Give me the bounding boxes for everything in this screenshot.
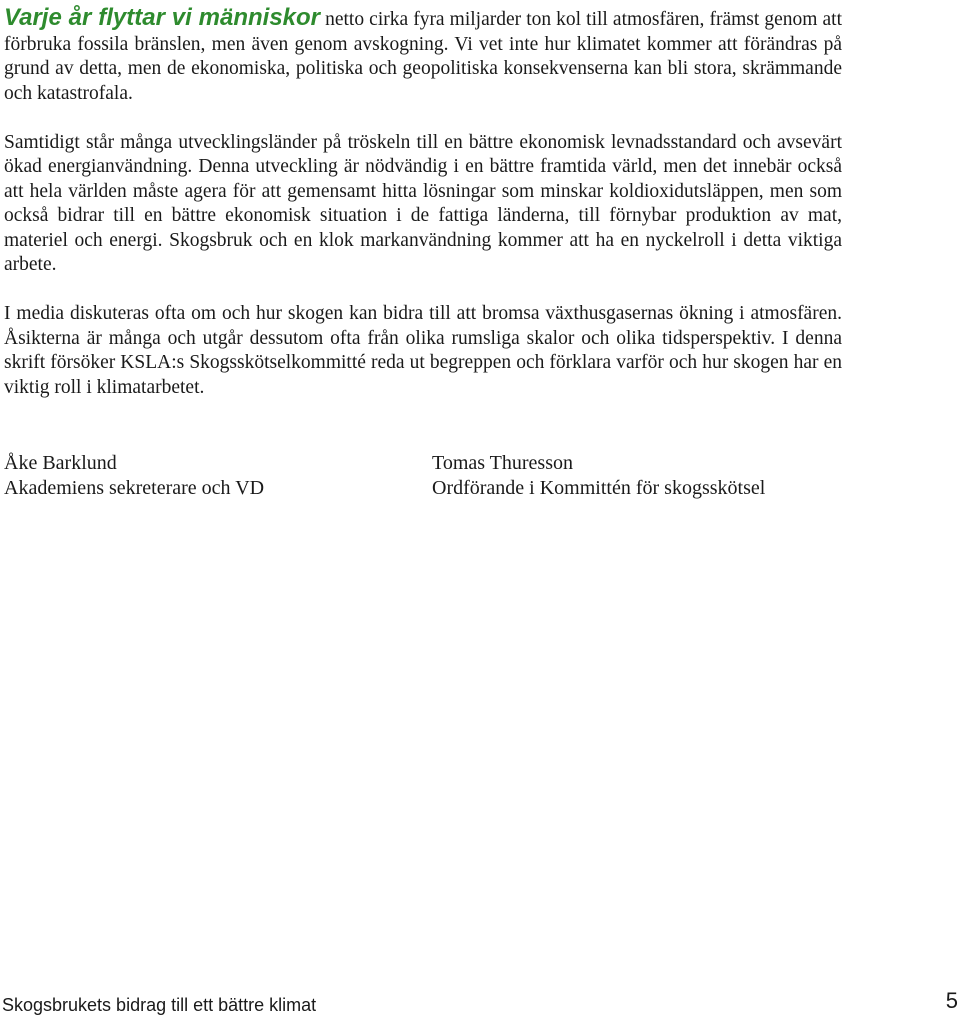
paragraph-intro-text: netto cirka fyra miljarder ton kol till atmosfären, främst genom att förbruka fossila bränslen, men även genom avskogning. Vi vet inte hur klimatet kommer att förändras på grund av detta, men de ekonomiska, politiska och geopolitiska konsekvenserna kan bli stora, skrämmande och katastrofala. (4, 9, 842, 104)
signatory-name: Tomas Thuresson (432, 452, 573, 474)
paragraph-intro (4, 6, 842, 106)
signatory-title: Ordförande i Kommittén för skogsskötsel (432, 477, 766, 499)
signatory-name: Åke Barklund (4, 452, 117, 474)
signatory-title: Akademiens sekreterare och VD (4, 477, 265, 499)
main-text (4, 6, 842, 425)
signature-left (4, 451, 264, 501)
lead-heading: Varje år flyttar vi människor (4, 4, 321, 31)
signature-right (432, 451, 765, 501)
paragraph-development: Samtidigt står många utvecklingsländer på tröskeln till en bättre ekonomisk levnadsstandard och avsevärt ökad energianvändning. Denna utveckling är nödvändig i en bättre framtida värld, men det innebär också att hela världen måste agera för att gemensamt hitta lösningar som minskar koldioxidutsläppen, men som också bidrar till en bättre ekonomisk situation i de fattiga länderna, till förnybar produktion av mat, materiel och energi. Skogsbruk och en klok markanvändning kommer att ha en nyckelroll i detta viktiga arbete. (4, 131, 842, 275)
paragraph-media: I media diskuteras ofta om och hur skogen kan bidra till att bromsa växthusgasernas ökning i atmosfären. Åsikterna är många och utgår dessutom ofta från olika rumsliga skalor och olika tidsperspektiv. I denna skrift försöker KSLA:s Skogsskötselkommitté reda ut begreppen och förklara varför och hur skogen har en viktig roll i klimatarbetet. (4, 303, 842, 398)
page-number: 5 (945, 988, 958, 1013)
footer-title: Skogsbrukets bidrag till ett bättre klimat (2, 995, 317, 1015)
